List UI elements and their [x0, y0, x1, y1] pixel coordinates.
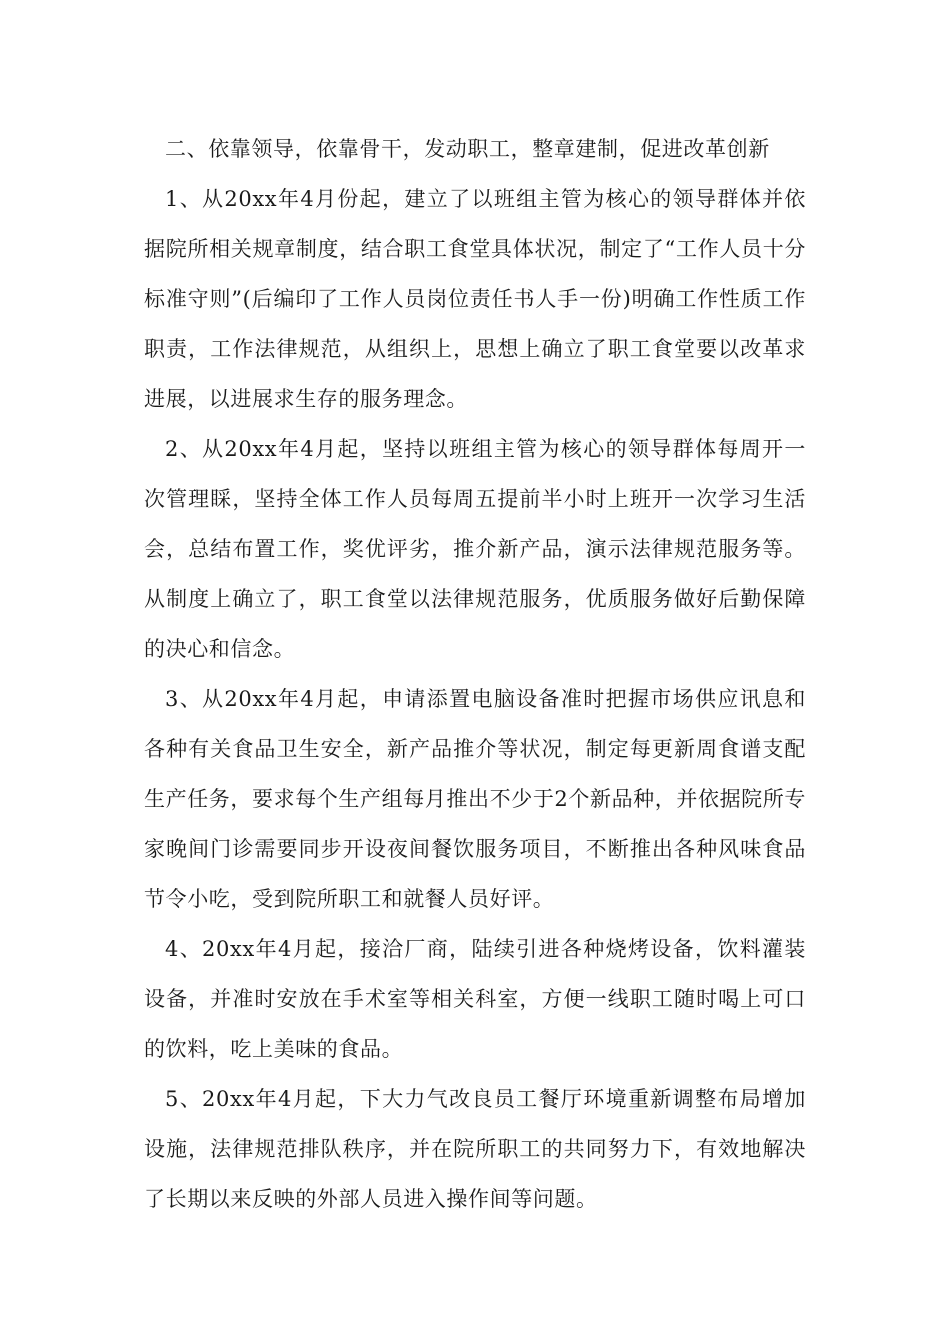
paragraph-2: 2、从20xx年4月起，坚持以班组主管为核心的领导群体每周开一次管理睬，坚持全体工作人员每周五提前半小时上班开一次学习生活会，总结布置工作，奖优评劣，推介新产品，演示法律规范服务等。从制度上确立了，职工食堂以法律规范服务，优质服务做好后勤保障的决心和信念。	[144, 437, 806, 661]
paragraph-1: 1、从20xx年4月份起，建立了以班组主管为核心的领导群体并依据院所相关规章制度，结合职工食堂具体状况，制定了“工作人员十分标准守则”(后编印了工作人员岗位责任书人手一份)明确工作性质工作职责，工作法律规范，从组织上，思想上确立了职工食堂要以改革求进展，以进展求生存的服务理念。	[144, 187, 806, 411]
paragraph-5: 5、20xx年4月起，下大力气改良员工餐厅环境重新调整布局增加设施，法律规范排队秩序，并在院所职工的共同努力下，有效地解决了长期以来反映的外部人员进入操作间等问题。	[144, 1087, 806, 1211]
section-heading: 二、依靠领导，依靠骨干，发动职工，整章建制，促进改革创新	[165, 137, 770, 161]
paragraph-4: 4、20xx年4月起，接洽厂商，陆续引进各种烧烤设备，饮料灌装设备，并准时安放在手术室等相关科室，方便一线职工随时喝上可口的饮料，吃上美味的食品。	[144, 937, 806, 1061]
document-body	[144, 124, 806, 1224]
paragraph-3: 3、从20xx年4月起，申请添置电脑设备准时把握市场供应讯息和各种有关食品卫生安全，新产品推介等状况，制定每更新周食谱支配生产任务，要求每个生产组每月推出不少于2个新品种，并依据院所专家晚间门诊需要同步开设夜间餐饮服务项目，不断推出各种风味食品节令小吃，受到院所职工和就餐人员好评。	[144, 687, 806, 911]
